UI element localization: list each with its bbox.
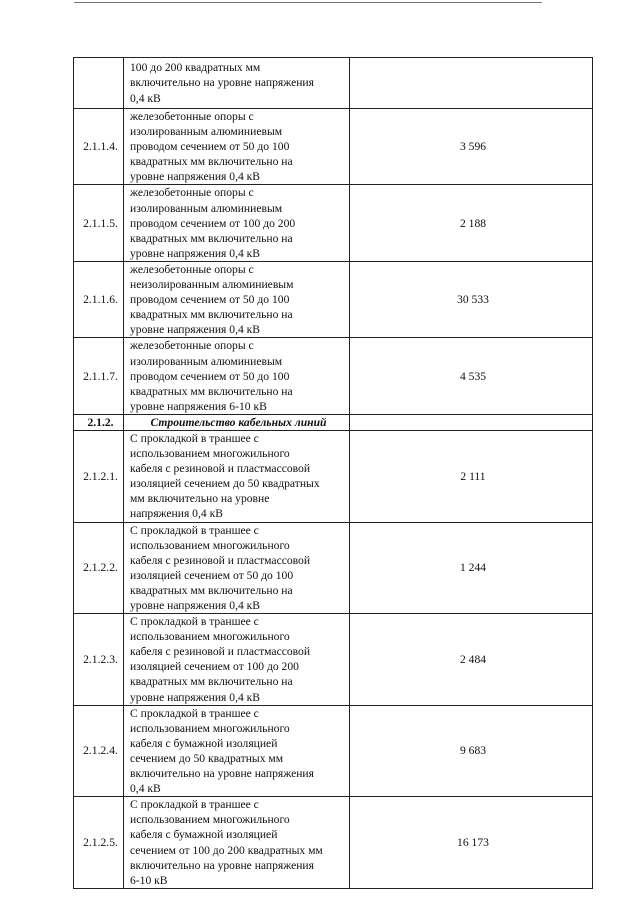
table-row: [74, 797, 593, 889]
item-number-cell: 2.1.2.: [74, 414, 124, 430]
table-row: [74, 430, 593, 522]
item-value-cell: 4 535: [350, 338, 593, 414]
table-row: [74, 338, 593, 414]
table-row: [74, 705, 593, 797]
item-description-cell: С прокладкой в траншее с использованием многожильного кабеля с бумажной изоляцией сечением от 100 до 200 квадратных мм включительно на уровне напряжения 6-10 кВ: [124, 797, 350, 889]
item-number-cell: 2.1.1.5.: [74, 185, 124, 261]
tariff-table: [73, 57, 593, 889]
table-row: [74, 109, 593, 185]
item-number-cell: 2.1.2.5.: [74, 797, 124, 889]
table-body: [74, 58, 593, 889]
item-value-cell: 16 173: [350, 797, 593, 889]
item-value-cell: 30 533: [350, 261, 593, 337]
item-number-cell: 2.1.2.1.: [74, 430, 124, 522]
item-number-cell: 2.1.1.7.: [74, 338, 124, 414]
item-number-cell: 2.1.1.6.: [74, 261, 124, 337]
item-number-cell: 2.1.2.4.: [74, 705, 124, 797]
item-value-cell: 9 683: [350, 705, 593, 797]
table-row: [74, 185, 593, 261]
item-value-cell: 2 484: [350, 614, 593, 706]
item-description-cell: С прокладкой в траншее с использованием многожильного кабеля с бумажной изоляцией сечением до 50 квадратных мм включительно на уровне напряжения 0,4 кВ: [124, 705, 350, 797]
item-value-cell: 3 596: [350, 109, 593, 185]
item-value-cell: 1 244: [350, 522, 593, 614]
item-description-cell: железобетонные опоры с изолированным алюминиевым проводом сечением от 100 до 200 квадратных мм включительно на уровне напряжения 0,4 кВ: [124, 185, 350, 261]
item-description-cell: 100 до 200 квадратных мм включительно на уровне напряжения 0,4 кВ: [124, 58, 350, 109]
item-description-cell: железобетонные опоры с изолированным алюминиевым проводом сечением от 50 до 100 квадратных мм включительно на уровне напряжения 0,4 кВ: [124, 109, 350, 185]
item-value-cell: 2 111: [350, 430, 593, 522]
table-row: [74, 58, 593, 109]
section-row: [74, 414, 593, 430]
item-value-cell: 2 188: [350, 185, 593, 261]
item-description-cell: Строительство кабельных линий: [124, 414, 350, 430]
item-description-cell: С прокладкой в траншее с использованием многожильного кабеля с резиновой и пластмассовой изоляцией сечением от 100 до 200 квадратных мм включительно на уровне напряжения 0,4 кВ: [124, 614, 350, 706]
item-value-cell: [350, 58, 593, 109]
table-row: [74, 614, 593, 706]
item-description-cell: С прокладкой в траншее с использованием многожильного кабеля с резиновой и пластмассовой изоляцией сечением до 50 квадратных мм включительно на уровне напряжения 0,4 кВ: [124, 430, 350, 522]
item-number-cell: 2.1.2.3.: [74, 614, 124, 706]
item-number-cell: 2.1.2.2.: [74, 522, 124, 614]
item-description-cell: железобетонные опоры с неизолированным алюминиевым проводом сечением от 50 до 100 квадратных мм включительно на уровне напряжения 0,4 кВ: [124, 261, 350, 337]
table-row: [74, 522, 593, 614]
top-border-line: [74, 2, 542, 3]
table-row: [74, 261, 593, 337]
item-value-cell: [350, 414, 593, 430]
item-description-cell: С прокладкой в траншее с использованием многожильного кабеля с резиновой и пластмассовой изоляцией сечением от 50 до 100 квадратных мм включительно на уровне напряжения 0,4 кВ: [124, 522, 350, 614]
item-description-cell: железобетонные опоры с изолированным алюминиевым проводом сечением от 50 до 100 квадратных мм включительно на уровне напряжения 6-10 кВ: [124, 338, 350, 414]
item-number-cell: 2.1.1.4.: [74, 109, 124, 185]
item-number-cell: [74, 58, 124, 109]
